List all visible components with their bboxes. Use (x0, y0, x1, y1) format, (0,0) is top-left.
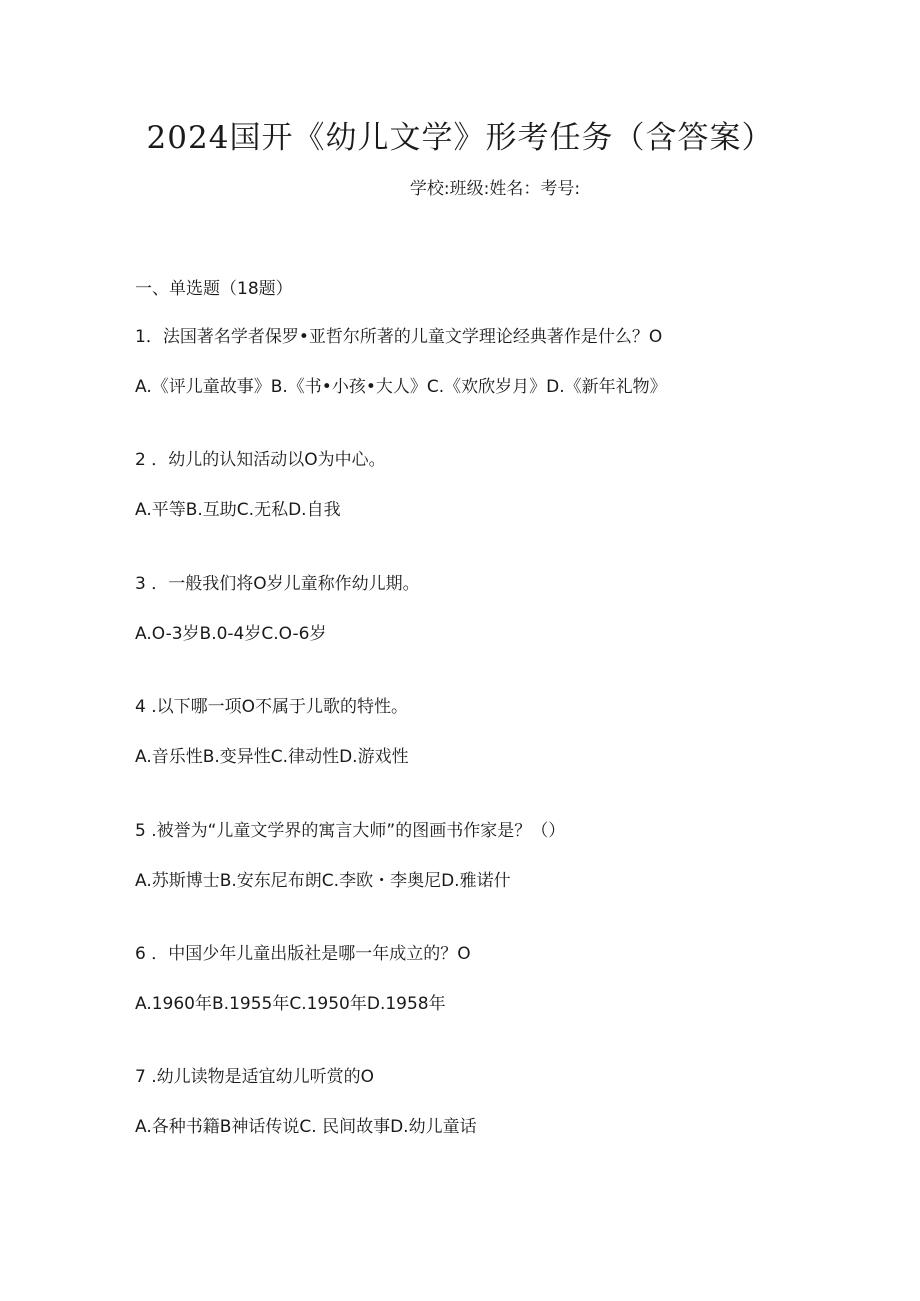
question-options: A.平等B.互助C.无私D.自我 (135, 500, 341, 520)
question-item (135, 1064, 835, 1140)
student-info-line (0, 174, 920, 199)
question-stem: 3 ．一般我们将O岁儿童称作幼儿期。 (135, 574, 420, 594)
document-title: 2024国开《幼儿文学》形考任务（含答案） (146, 120, 774, 156)
student-info-text: 学校:班级:姓名：考号: (409, 179, 581, 199)
question-item (135, 941, 835, 1017)
question-item (135, 694, 835, 770)
question-item (135, 818, 835, 894)
section-heading: 一、单选题（18题） (135, 279, 293, 299)
question-stem: 2 ．幼儿的认知活动以O为中心。 (135, 450, 386, 470)
question-stem: 7 .幼儿读物是适宜幼儿听赏的O (135, 1067, 375, 1087)
question-options: A.1960年B.1955年C.1950年D.1958年 (135, 994, 446, 1014)
question-options: A.各种书籍B神话传说C. 民间故事D.幼儿童话 (135, 1117, 477, 1137)
question-stem: 4 .以下哪一项O不属于儿歌的特性。 (135, 697, 409, 717)
question-item (135, 324, 835, 400)
question-item (135, 571, 835, 647)
question-options: A.音乐性B.变异性C.律动性D.游戏性 (135, 747, 409, 767)
question-stem: 5 .被誉为“儿童文学界的寓言大师”的图画书作家是？（） (135, 821, 566, 841)
question-item (135, 447, 835, 523)
question-options: A.O-3岁B.0-4岁C.O-6岁 (135, 624, 327, 644)
question-stem: 1．法国著名学者保罗•亚哲尔所著的儿童文学理论经典著作是什么？O (135, 327, 663, 347)
question-stem: 6 ．中国少年儿童出版社是哪一年成立的？O (135, 944, 471, 964)
question-options: A.《评儿童故事》B.《书•小孩•大人》C.《欢欣岁月》D.《新年礼物》 (135, 377, 667, 397)
question-options: A.苏斯博士B.安东尼布朗C.李欧・李奥尼D.雅诺什 (135, 871, 511, 891)
